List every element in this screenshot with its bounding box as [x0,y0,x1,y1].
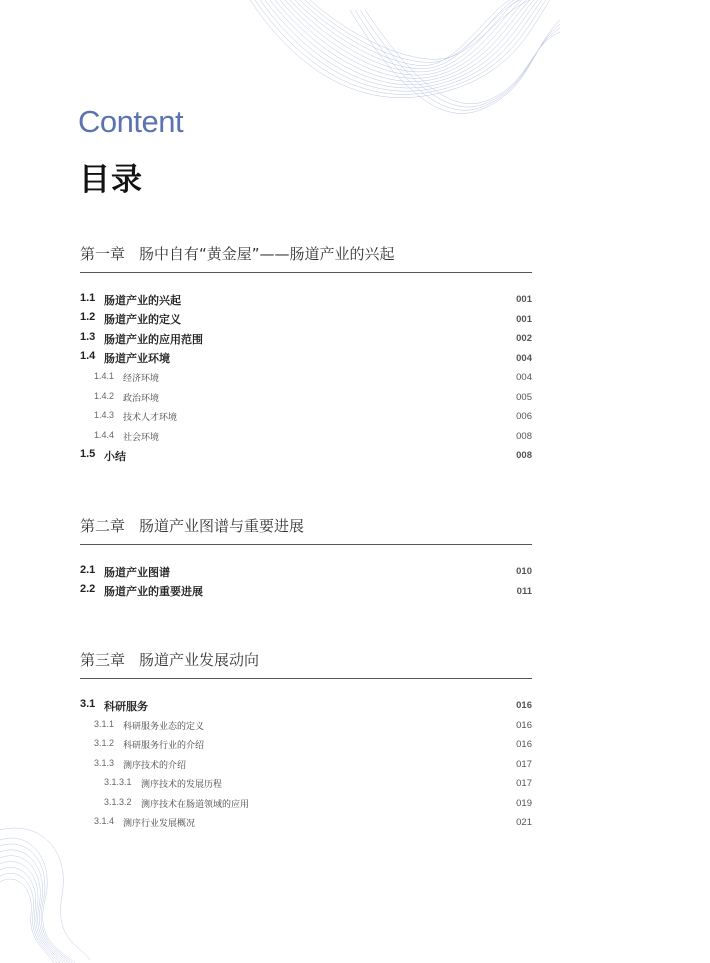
toc-entry[interactable] [80,582,532,602]
entry-page: 008 [516,450,532,462]
toc-entry[interactable] [80,290,532,310]
toc-entry[interactable] [80,368,532,388]
entry-number: 3.1.3.1 [104,777,132,788]
toc-entry[interactable] [80,716,532,736]
entry-number: 3.1 [80,697,96,710]
toc-entry[interactable] [80,427,532,447]
entry-title: 肠道产业的兴起 [104,293,181,307]
entry-title: 肠道产业的重要进展 [104,585,203,599]
entry-title: 肠道产业图谱 [104,565,170,579]
toc-entry[interactable] [80,446,532,466]
entry-number: 3.1.4 [94,816,115,827]
entry-number: 1.5 [80,447,96,460]
entry-number: 2.1 [80,563,96,576]
chapter-number: 第一章 [80,245,126,263]
entry-page: 002 [516,333,532,345]
entry-page: 004 [516,372,532,384]
entry-number: 1.2 [80,311,96,324]
chapter-3 [80,649,532,833]
entry-page: 017 [516,758,532,770]
entry-title: 经济环境 [123,374,160,385]
entry-page: 005 [516,391,532,403]
toc-entry[interactable] [80,407,532,427]
chapter-name: 肠中自有“黄金屋”——肠道产业的兴起 [139,245,395,263]
entry-number: 1.4.3 [94,410,115,421]
toc-entry[interactable] [80,349,532,369]
entry-page: 001 [516,313,532,325]
chapter-2 [80,515,532,601]
entry-number: 3.1.3.2 [104,796,132,807]
toc-entry[interactable] [80,755,532,775]
chapter-number: 第三章 [80,651,126,669]
heading-english: Content [78,104,184,139]
entry-title: 肠道产业环境 [104,352,170,366]
toc-entry[interactable] [80,562,532,582]
toc-entry[interactable] [80,388,532,408]
chapter-title [80,243,532,273]
entry-title: 肠道产业的定义 [104,313,181,327]
entry-page: 004 [516,352,532,364]
entry-title: 科研服务 [104,699,148,713]
entry-page: 016 [516,739,532,751]
toc-entry[interactable] [80,735,532,755]
chapter-name: 肠道产业图谱与重要进展 [139,517,305,535]
entry-title: 肠道产业的应用范围 [104,332,203,346]
entry-title: 小结 [104,449,126,463]
toc-entry[interactable] [80,794,532,814]
entry-title: 测序行业发展概况 [123,819,196,830]
entry-page: 021 [516,817,532,829]
entry-title: 政治环境 [123,393,160,404]
chapter-number: 第二章 [80,517,126,535]
toc-entry[interactable] [80,696,532,716]
entry-title: 技术人才环境 [123,413,178,424]
entry-title: 测序技术的发展历程 [141,780,223,791]
entry-number: 1.3 [80,330,96,343]
entry-page: 001 [516,294,532,306]
entry-number: 3.1.1 [94,718,115,729]
chapter-1 [80,243,532,466]
entry-page: 019 [516,797,532,809]
entry-number: 3.1.3 [94,757,115,768]
toc-entry[interactable] [80,329,532,349]
decorative-wave-left [0,820,90,963]
entry-number: 1.4.4 [94,429,115,440]
entry-page: 006 [516,411,532,423]
entry-number: 3.1.2 [94,738,115,749]
entry-title: 社会环境 [123,432,160,443]
toc-entry[interactable] [80,310,532,330]
entry-page: 016 [516,700,532,712]
decorative-wave-top [230,0,560,140]
heading-chinese: 目录 [79,162,143,198]
entry-number: 1.4.1 [94,371,115,382]
entry-page: 016 [516,719,532,731]
chapter-title [80,515,532,545]
entry-page: 010 [516,566,532,578]
chapter-name: 肠道产业发展动向 [139,651,260,669]
toc-entry[interactable] [80,774,532,794]
entry-page: 008 [516,430,532,442]
entry-number: 1.4.2 [94,390,115,401]
entry-page: 017 [516,778,532,790]
entry-number: 1.1 [80,291,96,304]
entry-number: 1.4 [80,350,96,363]
entry-title: 测序技术在肠道领域的应用 [141,799,250,810]
entry-number: 2.2 [80,583,96,596]
entry-title: 科研服务业态的定义 [123,721,205,732]
toc-entry[interactable] [80,813,532,833]
entry-page: 011 [516,585,532,597]
entry-title: 测序技术的介绍 [123,760,187,771]
chapter-title [80,649,532,679]
entry-title: 科研服务行业的介绍 [123,741,205,752]
